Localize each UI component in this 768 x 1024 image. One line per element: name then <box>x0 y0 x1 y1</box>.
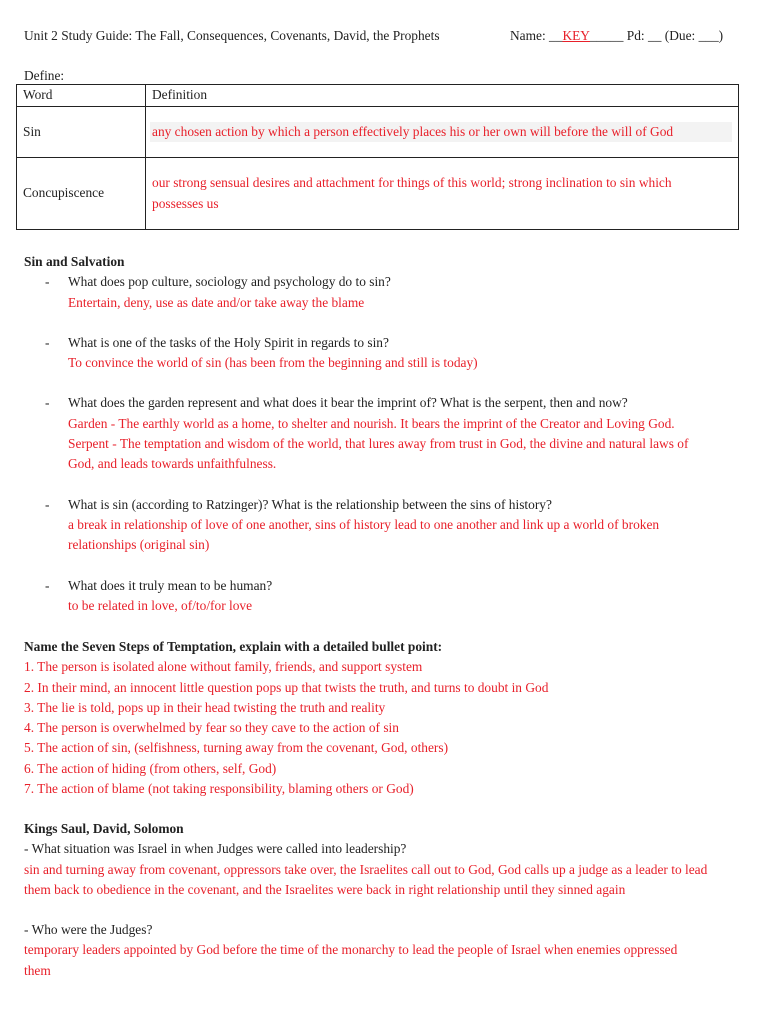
list-item: 4. The person is overwhelmed by fear so they cave to the action of sin <box>24 720 399 736</box>
answer-text: a break in relationship of love of one another, sins of history lead to one another and link up a world of broken <box>68 516 660 532</box>
list-item: 7. The action of blame (not taking responsibility, blaming others or God) <box>24 781 414 797</box>
section-heading: Sin and Salvation <box>24 254 125 269</box>
word-column-header: Word <box>17 85 146 107</box>
answer-text: To convince the world of sin (has been from the beginning and still is today) <box>68 355 478 371</box>
question-block: - What is sin (according to Ratzinger)? What is the relationship between the sins of history? a break in relationship of love of one another, sins of history lead to one another and link up a world of broken relationships (original sin) <box>24 495 740 556</box>
answer-text: to be related in love, of/to/for love <box>68 597 253 613</box>
answer-text: God, and leads towards unfaithfulness. <box>68 456 277 472</box>
define-label: Define: <box>24 68 65 83</box>
name-value: KEY <box>562 28 590 43</box>
answer-text: Garden - The earthly world as a home, to shelter and nourish. It bears the imprint of the Creator and Loving God. <box>68 415 675 431</box>
table-header-row <box>17 85 739 107</box>
word-cell: Concupiscence <box>17 158 146 230</box>
question-block: - What is one of the tasks of the Holy Spirit in regards to sin? To convince the world of sin (has been from the beginning and still is today) <box>24 333 740 374</box>
question-text: What does it truly mean to be human? <box>68 577 273 593</box>
answer-text: Serpent - The temptation and wisdom of the world, that lures away from trust in God, the divine and natural laws of <box>68 436 689 452</box>
question-text: What is one of the tasks of the Holy Spirit in regards to sin? <box>68 334 389 350</box>
answer-text: sin and turning away from covenant, oppressors take over, the Israelites call out to God, God calls up a judge as a leader to lead <box>24 861 708 877</box>
question-text: - Who were the Judges? <box>24 922 153 938</box>
table-row <box>17 107 739 158</box>
list-item: 2. In their mind, an innocent little question pops up that twists the truth, and turns to doubt in God <box>24 679 549 695</box>
section-heading: Name the Seven Steps of Temptation, explain with a detailed bullet point: <box>24 639 443 654</box>
definition-text: any chosen action by which a person effectively places his or her own will before the will of God <box>150 122 732 142</box>
page-header <box>24 26 742 46</box>
question-text: - What situation was Israel in when Judges were called into leadership? <box>24 841 407 857</box>
question-text: What does the garden represent and what does it bear the imprint of? What is the serpent, then and now? <box>68 395 628 411</box>
list-item: 5. The action of sin, (selfishness, turning away from the covenant, God, others) <box>24 740 449 756</box>
sin-salvation-section <box>24 252 740 616</box>
question-block: - What does the garden represent and what does it bear the imprint of? What is the serpent, then and now? Garden - The earthly world as a home, to shelter and nourish. It bears the imprint of the Creator and Loving God. Serpent - The temptation and wisdom of the world, that lures away from trust in God, the divine and natural laws of God, and leads towards unfaithfulness. <box>24 393 740 474</box>
kings-section <box>24 819 740 981</box>
definition-column-header: Definition <box>146 85 739 107</box>
question-block: - What does pop culture, sociology and psychology do to sin? Entertain, deny, use as date and/or take away the blame <box>24 272 740 313</box>
definition-text: possesses us <box>152 195 219 211</box>
answer-text: them back to obedience in the covenant, and the Israelites were back in right relationship until they sinned again <box>24 881 626 897</box>
table-row <box>17 158 739 230</box>
definition-cell <box>146 107 739 158</box>
list-item: 1. The person is isolated alone without family, friends, and support system <box>24 659 423 675</box>
question-text: What does pop culture, sociology and psychology do to sin? <box>68 274 391 290</box>
definition-text: our strong sensual desires and attachment for things of this world; strong inclination to sin which <box>152 175 672 191</box>
list-item: 3. The lie is told, pops up in their head twisting the truth and reality <box>24 699 386 715</box>
answer-text: Entertain, deny, use as date and/or take away the blame <box>68 294 365 310</box>
list-item: 6. The action of hiding (from others, self, God) <box>24 760 277 776</box>
answer-text: relationships (original sin) <box>68 537 210 553</box>
page-title: Unit 2 Study Guide: The Fall, Consequences, Covenants, David, the Prophets <box>24 28 440 43</box>
definition-cell <box>146 158 739 230</box>
answer-text: them <box>24 962 51 978</box>
name-field: Name: __KEY_____ Pd: __ (Due: ___) <box>510 28 724 43</box>
answer-text: temporary leaders appointed by God before the time of the monarchy to lead the people of Israel when enemies oppressed <box>24 942 678 958</box>
question-block: - What does it truly mean to be human? to be related in love, of/to/for love <box>24 576 740 617</box>
question-text: What is sin (according to Ratzinger)? What is the relationship between the sins of history? <box>68 496 552 512</box>
definitions-table <box>16 84 739 230</box>
word-cell: Sin <box>17 107 146 158</box>
temptation-section <box>24 637 740 799</box>
section-heading: Kings Saul, David, Solomon <box>24 821 184 836</box>
